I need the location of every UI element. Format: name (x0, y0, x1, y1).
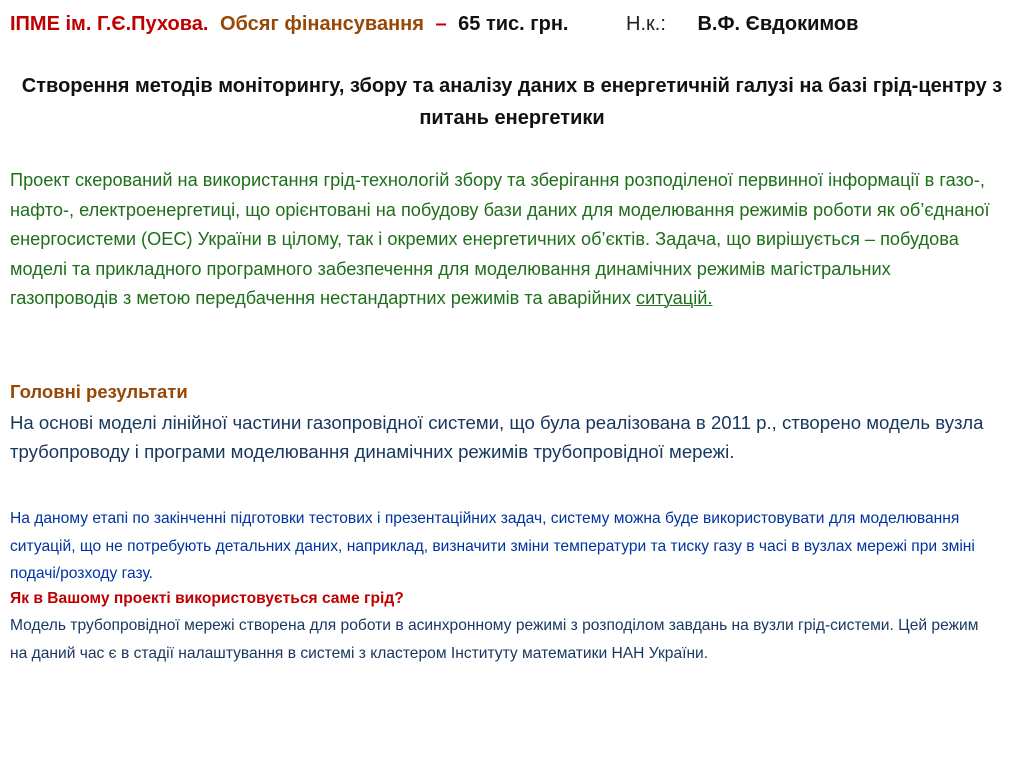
stage-text: На даному етапі по закінченні підготовки тестових і презентаційних задач, систему можна буде використовувати для моделювання ситуацій, що не потребують детальних даних, наприклад, визначити зміни температури та тиску газу в часі в вузлах мережі при зміні подачі/розходу газу. (10, 510, 975, 582)
grid-usage-question: Як в Вашому проекті використовується саме грід? (10, 590, 404, 607)
funding-dash: – (435, 13, 447, 35)
results-text: На основі моделі лінійної частини газопровідної системи, що була реалізована в 2011 р., створено модель вузла трубопроводу і програми моделювання динамічних режимів трубопровідної мережі. (10, 412, 984, 462)
grid-usage-answer: Модель трубопровідної мережі створена для роботи в асинхронному режимі з розподілом завдань на вузли грід-системи. Цей режим на даний час є в стадії налаштування в системі з кластером Інституту математики НАН України. (10, 617, 979, 662)
description-text: Проект скерований на використання грід-технологій збору та зберігання розподіленої первинної інформації в газо-, нафто-, електроенергетиці, що орієнтовані на побудову бази даних для моделювання режимів роботи як об’єднаної енергосистеми (ОЕС) України в цілому, так і окремих енергетичних об’єктів. Задача, що вирішується – побудова моделі та прикладного програмного забезпечення для моделювання динамічних режимів магістральних газопроводів з метою передбачення нестандартних режимів та аварійних (10, 170, 990, 308)
results-heading: Головні результати (10, 381, 188, 402)
supervisor-name: В.Ф. Євдокимов (697, 13, 859, 35)
funding-label: Обсяг фінансування (220, 13, 424, 35)
funding-amount: 65 тис. грн. (458, 13, 569, 35)
slide-header (10, 8, 1014, 40)
project-description (10, 166, 1000, 314)
description-underlined-tail: ситуацій. (635, 288, 713, 308)
project-title: Створення методів моніторингу, збору та аналізу даних в енергетичній галузі на базі грід-центру з питань енергетики (21, 75, 1003, 129)
supervisor-label: Н.к.: (626, 13, 666, 35)
institute-name: ІПМЕ ім. Г.Є.Пухова. (10, 13, 209, 35)
